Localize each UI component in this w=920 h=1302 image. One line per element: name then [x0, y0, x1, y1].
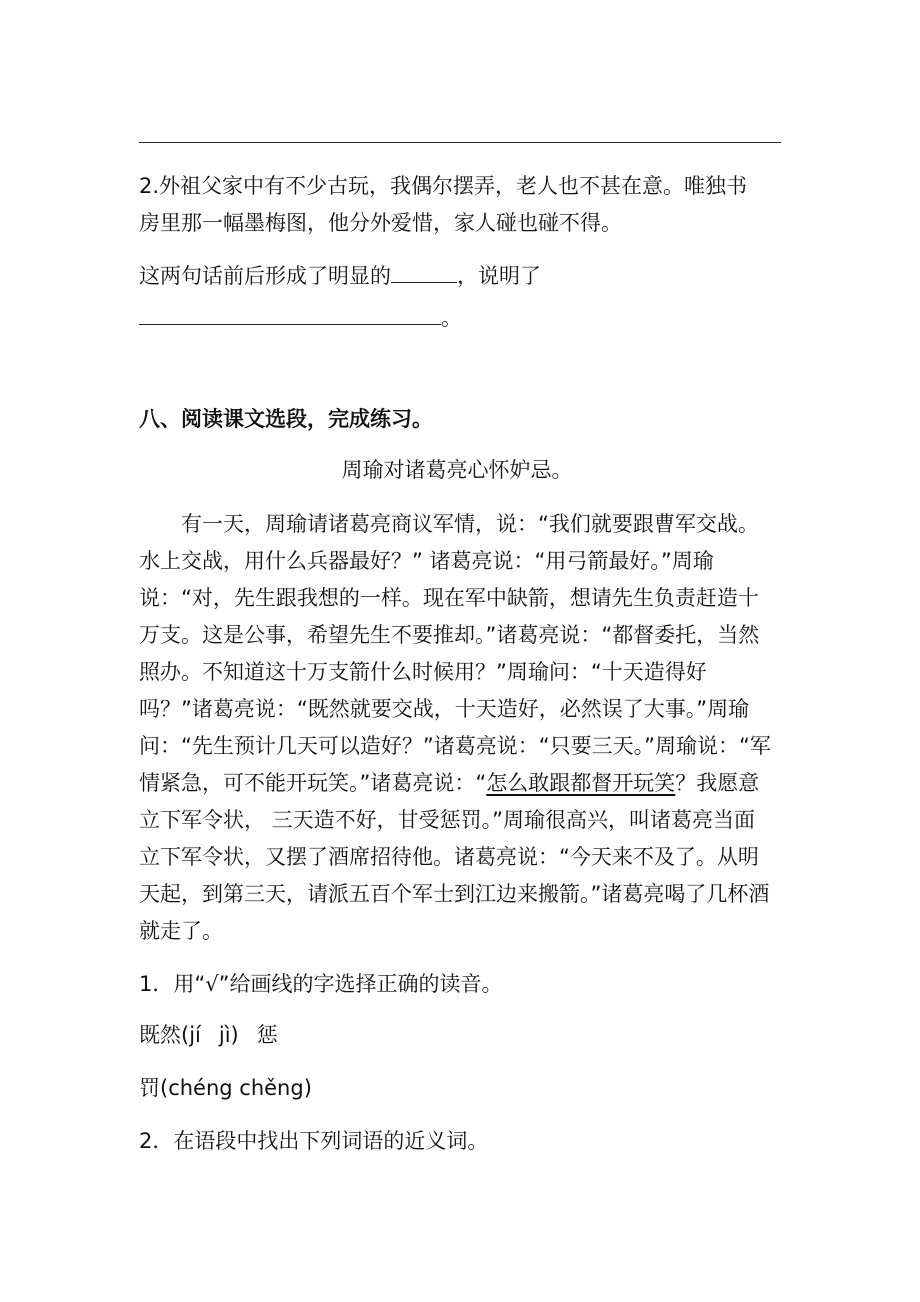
- q1-options-line1: [139, 1017, 789, 1054]
- q1-item2-char: 惩: [256, 1023, 278, 1047]
- q2-fill-mid: ，说明了: [457, 264, 541, 288]
- q2-fill-line2: [139, 300, 789, 337]
- passage-after-underline: ？我愿意立下军令状， 三天造不好，甘受惩罚。”周瑜很高兴，叫诸葛亮当面立下军令状，又摆了酒席招待他。诸葛亮说：“今天来不及了。从明天起，到第三天，请派五百个军士到江边来搬箭。”诸葛亮喝了几杯酒就走了。: [139, 771, 770, 943]
- section8-heading: 八、阅读课文选段，完成练习。: [139, 407, 433, 431]
- q2-prompt: 2．在语段中找出下列词语的近义词。: [139, 1129, 489, 1153]
- underlined-phrase: 怎么敢跟都督开玩笑: [486, 771, 676, 795]
- passage-text: [139, 506, 775, 950]
- q1-item1-alt: jì): [218, 1023, 239, 1047]
- q2-text-line1: 2.外祖父家中有不少古玩，我偶尔摆弄，老人也不甚在意。唯独书: [139, 174, 748, 198]
- q2-fill-end: 。: [441, 306, 462, 330]
- q2-text-line2: 房里那一幅墨梅图，他分外爱惜，家人碰也碰不得。: [139, 211, 622, 235]
- q1-item1-word: 既然(jí: [139, 1023, 201, 1047]
- q2-fill-line: [139, 258, 789, 295]
- q2-fill-prefix: 这两句话前后形成了明显的: [139, 264, 391, 288]
- passage-before-underline: 有一天，周瑜请诸葛亮商议军情，说：“我们就要跟曹军交战。水上交战，用什么兵器最好？” 诸葛亮说：“用弓箭最好。”周瑜说：“对，先生跟我想的一样。现在军中缺箭，想请先生负责赶造十万支。这是公事，希望先生不要推却。”诸葛亮说：“都督委托，当然照办。不知道这十万支箭什么时候用？”周瑜问：“十天造得好吗？”诸葛亮说：“既然就要交战，十天造好，必然误了大事。”周瑜问：“先生预计几天可以造好？”诸葛亮说：“只要三天。”周瑜说：“军情紧急，可不能开玩笑。”诸葛亮说：“: [139, 512, 771, 795]
- top-divider-line: [139, 142, 781, 143]
- q1-prompt: 1．用“√”给画线的字选择正确的读音。: [139, 972, 503, 996]
- answer-blank-long[interactable]: [139, 324, 441, 325]
- q1-options-line2: 罚(chéng chěng): [139, 1076, 312, 1100]
- answer-blank-short[interactable]: [391, 282, 457, 283]
- passage-title: 周瑜对诸葛亮心怀妒忌。: [341, 458, 573, 482]
